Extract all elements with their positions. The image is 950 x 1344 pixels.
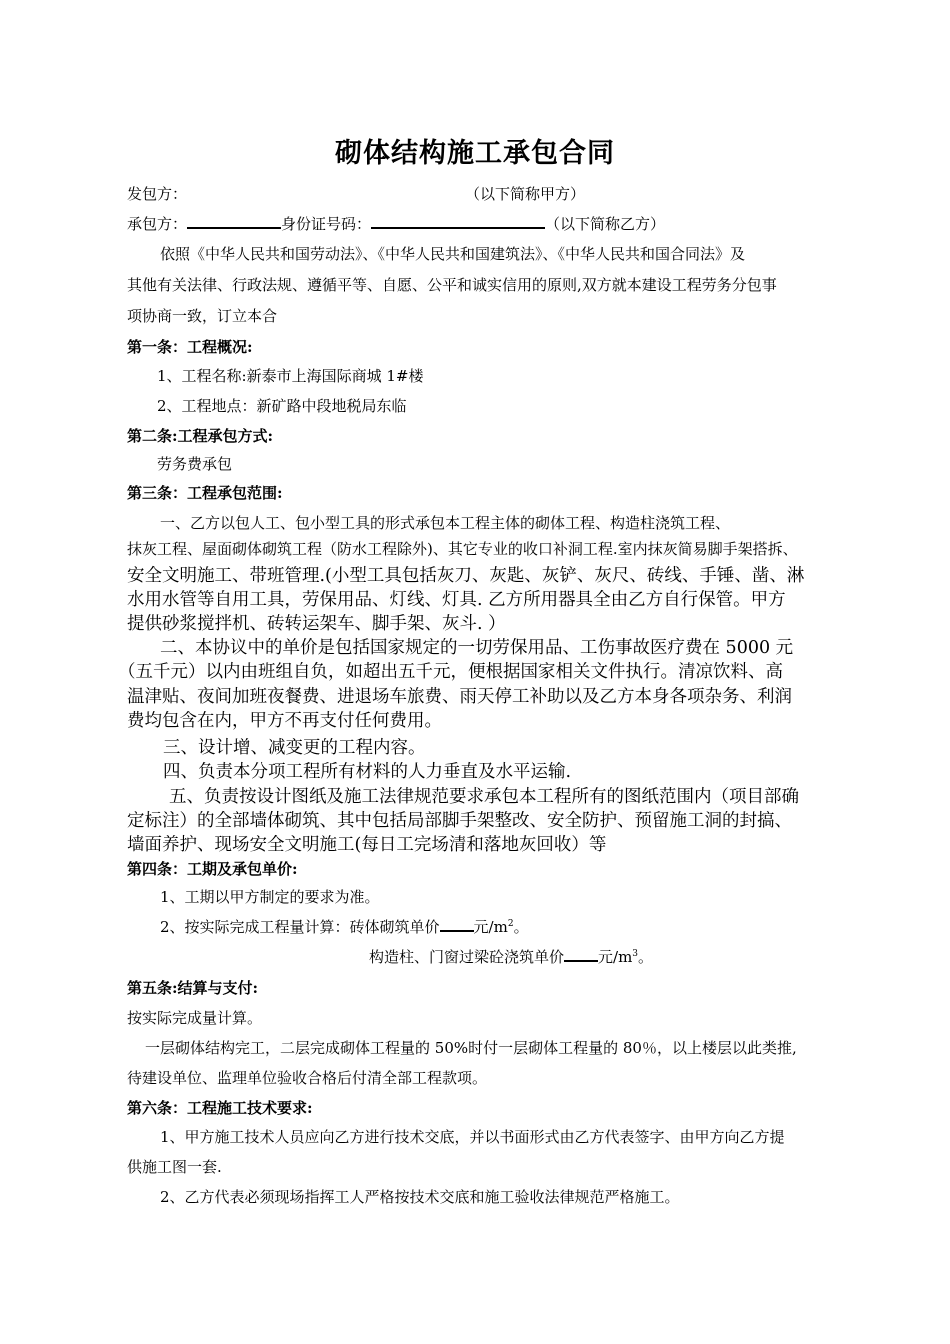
intro-line: 项协商一致，订立本合 xyxy=(127,307,278,325)
scope-paragraph-line: 温津贴、夜间加班夜餐费、进退场车旅费、雨天停工补助以及乙方本身各项杂务、利润 xyxy=(127,687,792,707)
document-title: 砌体结构施工承包合同 xyxy=(335,138,615,169)
technical-item: 供施工图一套. xyxy=(127,1158,222,1176)
settlement-line: 按实际完成量计算。 xyxy=(127,1009,263,1027)
id-number-blank[interactable] xyxy=(371,213,545,229)
id-label: 身份证号码： xyxy=(281,215,372,233)
scope-item-4: 四、负责本分项工程所有材料的人力垂直及水平运输. xyxy=(163,762,572,782)
intro-line: 依照《中华人民共和国劳动法》、《中华人民共和国建筑法》、《中华人民共和国合同法》及 xyxy=(160,245,746,263)
scope-paragraph-line: 墙面养护、现场安全文明施工(每日工完场清和落地灰回收）等 xyxy=(127,835,607,855)
scope-paragraph-line: 一、乙方以包人工、包小型工具的形式承包本工程主体的砌体工程、构造柱浇筑工程、 xyxy=(160,514,731,532)
article-5-heading: 第五条:结算与支付: xyxy=(127,979,259,997)
scope-paragraph-line: 定标注）的全部墙体砌筑、其中包括局部脚手架整改、安全防护、预留施工洞的封搞、 xyxy=(127,811,792,831)
project-name: 1、工程名称:新泰市上海国际商城 1#楼 xyxy=(157,367,424,385)
concrete-price-line: 构造柱、门窗过梁砼浇筑单价 元$/m^3$。 xyxy=(369,948,654,966)
scope-item-3: 三、设计增、减变更的工程内容。 xyxy=(163,738,426,758)
masonry-price-line: 2、按实际完成工程量计算：砖体砌筑单价 元$/m^2$。 xyxy=(160,918,529,936)
scope-paragraph-line: 二、本协议中的单价是包括国家规定的一切劳保用品、工伤事故医疗费在 5000 元 xyxy=(160,638,794,658)
employer-label: 发包方： xyxy=(127,185,188,203)
scope-paragraph-line: （五千元）以内由班组自负，如超出五千元，便根据国家相关文件执行。清凉饮料、高 xyxy=(118,662,783,682)
project-location: 2、工程地点：新矿路中段地税局东临 xyxy=(157,397,407,415)
contractor-name-blank[interactable] xyxy=(187,213,281,229)
scope-paragraph-line: 五、负责按设计图纸及施工法律规范要求承包本工程所有的图纸范围内（项目部确 xyxy=(169,787,799,807)
article-6-heading: 第六条：工程施工技术要求: xyxy=(127,1099,313,1117)
technical-item: 1、甲方施工技术人员应向乙方进行技术交底，并以书面形式由乙方代表签字、由甲方向乙方提 xyxy=(160,1128,785,1146)
contractor-label: 承包方： xyxy=(127,215,188,233)
schedule-item: 1、工期以甲方制定的要求为准。 xyxy=(160,888,380,906)
article-2-heading: 第二条:工程承包方式: xyxy=(127,427,274,445)
intro-line: 其他有关法律、行政法规、遵循平等、自愿、公平和诚实信用的原则,双方就本建设工程劳务分包事 xyxy=(127,276,777,294)
concrete-price-blank[interactable] xyxy=(564,946,598,962)
employer-suffix: （以下简称甲方） xyxy=(465,185,586,203)
scope-paragraph-line: 安全文明施工、带班管理.(小型工具包括灰刀、灰匙、灰铲、灰尺、砖线、手锤、凿、淋 xyxy=(127,566,805,586)
contractor-suffix: （以下简称乙方） xyxy=(545,215,666,233)
settlement-line: 一层砌体结构完工，二层完成砌体工程量的 50%时付一层砌体工程量的 80％，以上楼层以此类推, xyxy=(145,1039,797,1057)
technical-item: 2、乙方代表必须现场指挥工人严格按技术交底和施工验收法律规范严格施工。 xyxy=(160,1188,680,1206)
article-1-heading: 第一条：工程概况: xyxy=(127,338,253,356)
scope-paragraph-line: 抹灰工程、屋面砌体砌筑工程（防水工程除外)、其它专业的收口补洞工程.室内抹灰简易脚手架搭拆、 xyxy=(127,540,798,558)
article-3-heading: 第三条：工程承包范围: xyxy=(127,484,283,502)
masonry-price-blank[interactable] xyxy=(440,916,474,932)
contractor-line xyxy=(127,213,665,234)
contract-mode: 劳务费承包 xyxy=(157,455,233,473)
scope-paragraph-line: 水用水管等自用工具，劳保用品、灯线、灯具. 乙方所用器具全由乙方自行保管。甲方 xyxy=(127,590,786,610)
settlement-line: 待建设单位、监理单位验收合格后付清全部工程款项。 xyxy=(127,1069,488,1087)
scope-paragraph-line: 提供砂浆搅拌机、砖转运架车、脚手架、灰斗. ） xyxy=(127,614,506,634)
article-4-heading: 第四条：工期及承包单价: xyxy=(127,860,298,878)
scope-paragraph-line: 费均包含在内，甲方不再支付任何费用。 xyxy=(127,711,442,731)
